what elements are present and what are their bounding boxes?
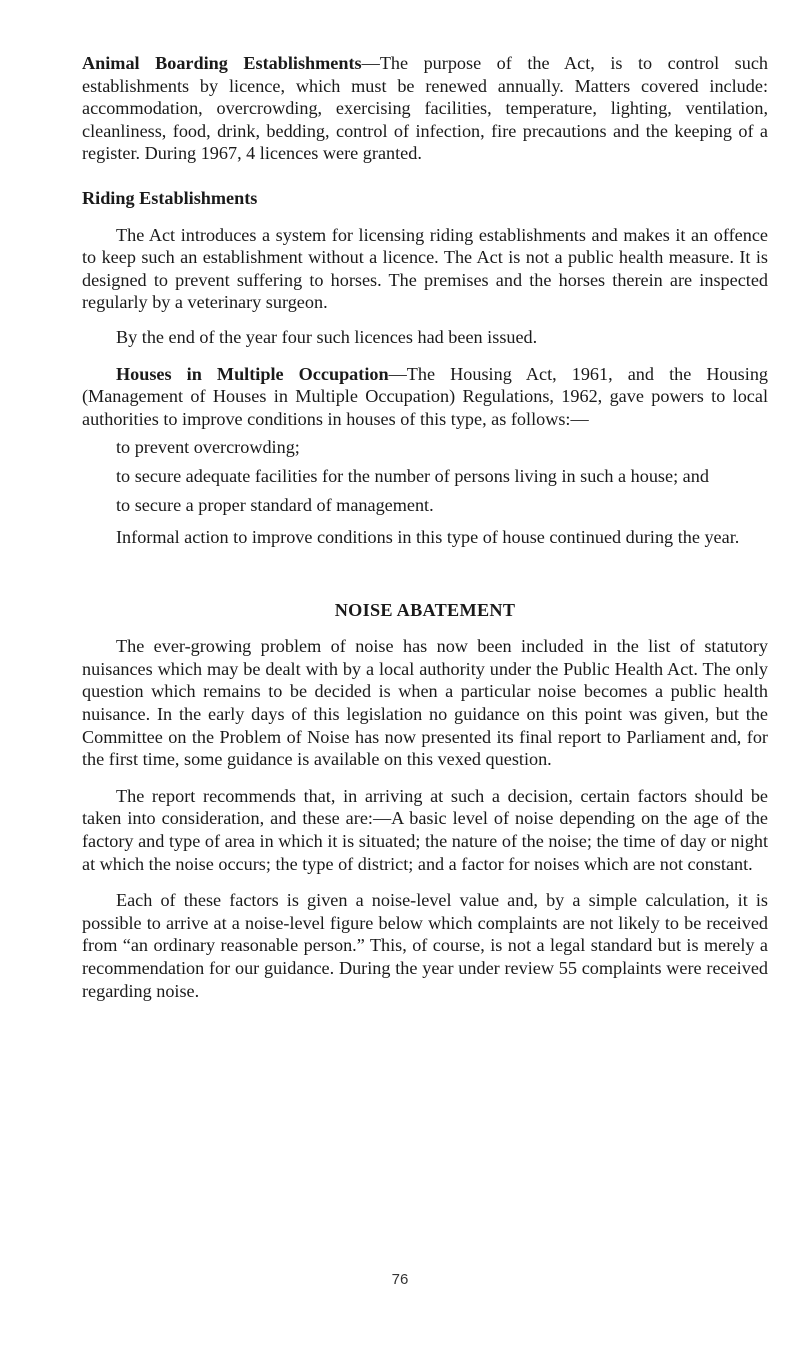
animal-boarding-text: —The purpose of the Act, is to control such establishments by licence, which must be renewed annually. Matters covered include: accommodation, overcrowding, exercising facilities, temperature, lighting, ventilation, cleanliness, food, drink, bedding, control of infection, fire precautions and the keeping of a register. During 1967, 4 licences were granted. [82,53,768,164]
page-body [82,52,768,1002]
multiple-occupation-text: —The Housing Act, 1961, and the Housing (Management of Houses in Multiple Occupation) Regulations, 1962, gave powers to local authorities to improve conditions in houses of this type, as follows:— [82,363,769,429]
page-number: 76 [391,1271,409,1288]
multiple-occupation-closing: Informal action to improve conditions in this type of house continued during the year. [116,527,740,548]
riding-heading: Riding Establishments [82,187,258,208]
list-item: to secure a proper standard of management. [116,494,434,515]
riding-paragraph-1: The Act introduces a system for licensing riding establishments and makes it an offence to keep such an establishment without a licence. The Act is not a public health measure. It is designed to prevent suffering to horses. The premises and the horses therein are inspected regularly by a veterinary surgeon. [82,224,768,313]
noise-paragraph-3: Each of these factors is given a noise-level value and, by a simple calculation, it is possible to arrive at a noise-level figure below which complaints are not likely to be received from “an ordinary reasonable person.” This, of course, is not a legal standard but is merely a recommendation for our guidance. During the year under review 55 complaints were received regarding noise. [82,890,768,1001]
multiple-occupation-lead: Houses in Multiple Occupation [116,363,389,384]
list-item: to prevent overcrowding; [116,437,300,458]
noise-paragraph-2: The report recommends that, in arriving at such a decision, certain factors should be taken into consideration, and these are:—A basic level of noise depending on the age of the factory and type of area in which it is situated; the nature of the noise; the time of day or night at which the noise occurs; the type of district; and a factor for noises which are not constant. [82,785,768,874]
list-item: to secure adequate facilities for the number of persons living in such a house; and [116,465,709,486]
animal-boarding-lead: Animal Boarding Establishments [82,53,362,73]
noise-paragraph-1: The ever-growing problem of noise has now been included in the list of statutory nuisances which may be dealt with by a local authority under the Public Health Act. The only question which remains to be decided is when a particular noise becomes a public health nuisance. In the early days of this legislation no guidance on this point was given, but the Committee on the Problem of Noise has now presented its final report to Parliament and, for the first time, some guidance is available on this vexed question. [82,636,768,770]
animal-boarding-paragraph [82,52,768,165]
riding-paragraph-2: By the end of the year four such licences had been issued. [116,326,538,347]
noise-heading: NOISE ABATEMENT [334,599,516,620]
multiple-occupation-paragraph [82,363,768,431]
